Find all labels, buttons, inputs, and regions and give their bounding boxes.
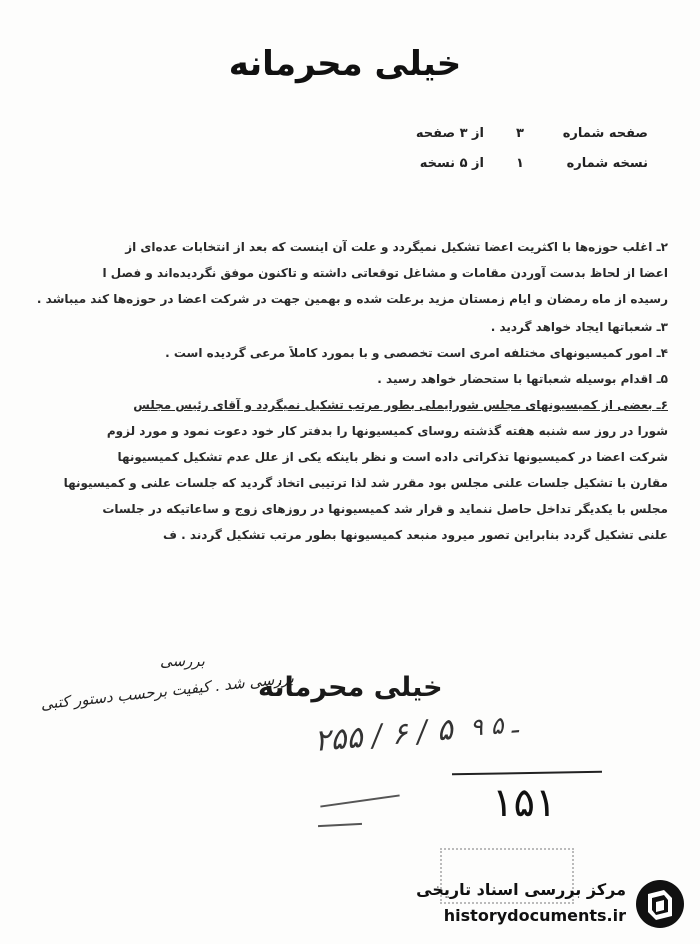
body-line: اعضا از لحاظ بدست آوردن مقامات و مشاغل توقعاتی داشته و تاکنون موفق نگردیده‌اند و فصل ا [102, 266, 668, 280]
handwritten-scribble [320, 794, 399, 807]
body-line: مجلس با یکدیگر تداخل حاصل ننماید و قرار شد کمیسیونها در روزهای زوج و ساعاتیکه در جلسات [102, 502, 668, 516]
handwritten-code: ۲۵۵ / ۶ / ۵ [312, 712, 455, 759]
page-number-label: صفحه شماره [562, 126, 648, 141]
body-line: شرکت اعضا در کمیسیونها تذکراتی داده است و نظر باینکه یکی از علل عدم تشکیل کمیسیونها [117, 450, 668, 464]
copy-count: از ۵ نسخه [419, 156, 484, 171]
watermark [408, 876, 688, 936]
body-line: ۴ـ امور کمیسیونهای مختلفه امری است تخصصی و با بمورد کاملاً مرعی گردیده است . [165, 346, 668, 360]
body-line: علنی تشکیل گردد بنابراین تصور میرود منبعد کمیسیونها بطور مرتب تشکیل گردند . ف [163, 528, 668, 542]
document-number: ۱۵۱ [492, 780, 557, 826]
handwritten-scribble [318, 823, 362, 827]
handwritten-note-short: بررسی [160, 652, 205, 670]
copy-number-row [318, 156, 648, 171]
classification-stamp: خیلی محرمانه [258, 672, 443, 703]
page-number-row [318, 126, 648, 141]
archive-logo-icon [634, 878, 686, 930]
watermark-title: مرکز بررسی اسناد تاریخی [416, 880, 626, 899]
page-number-value: ۳ [516, 126, 524, 141]
document-title: خیلی محرمانه [228, 44, 462, 84]
watermark-url: historydocuments.ir [443, 906, 626, 925]
body-line: ۳ـ شعباتها ایجاد خواهد گردید . [490, 320, 668, 334]
body-line: ۶ـ بعضی از کمیسیونهای مجلس شورایملی بطور مرتب تشکیل نمیگردد و آقای رئیس مجلس [133, 398, 668, 412]
page-count: از ۳ صفحه [415, 126, 484, 141]
copy-number-value: ۱ [516, 156, 524, 171]
body-line: ۲ـ اغلب حوزه‌ها با اکثریت اعضا تشکیل نمیگردد و علت آن اینست که بعد از انتخابات عده‌ای از [125, 240, 668, 254]
body-line: رسیده از ماه رمضان و ایام زمستان مزید برعلت شده و بهمین جهت در شرکت اعضا در حوزه‌ها کند میباشد . [36, 292, 668, 306]
handwritten-signature: بررسی شد . کیفیت برحسب دستور کتبی [39, 668, 295, 714]
body-line: ۵ـ اقدام بوسیله شعباتها با ستحضار خواهد رسید . [377, 372, 668, 386]
body-line: شورا در روز سه شنبه هفته گذشته روسای کمیسیونها را بدفتر کار خود دعوت نمود و مورد لزوم [106, 424, 668, 438]
fraction-line [452, 771, 602, 776]
copy-number-label: نسخه شماره [566, 156, 648, 171]
handwritten-top-code: ۹ ـ ۵ [469, 710, 520, 742]
body-line: مقارن با تشکیل جلسات علنی مجلس بود مقرر شد لذا ترتیبی اتخاذ گردید که جلسات علنی و کمیسیونها [63, 476, 668, 490]
